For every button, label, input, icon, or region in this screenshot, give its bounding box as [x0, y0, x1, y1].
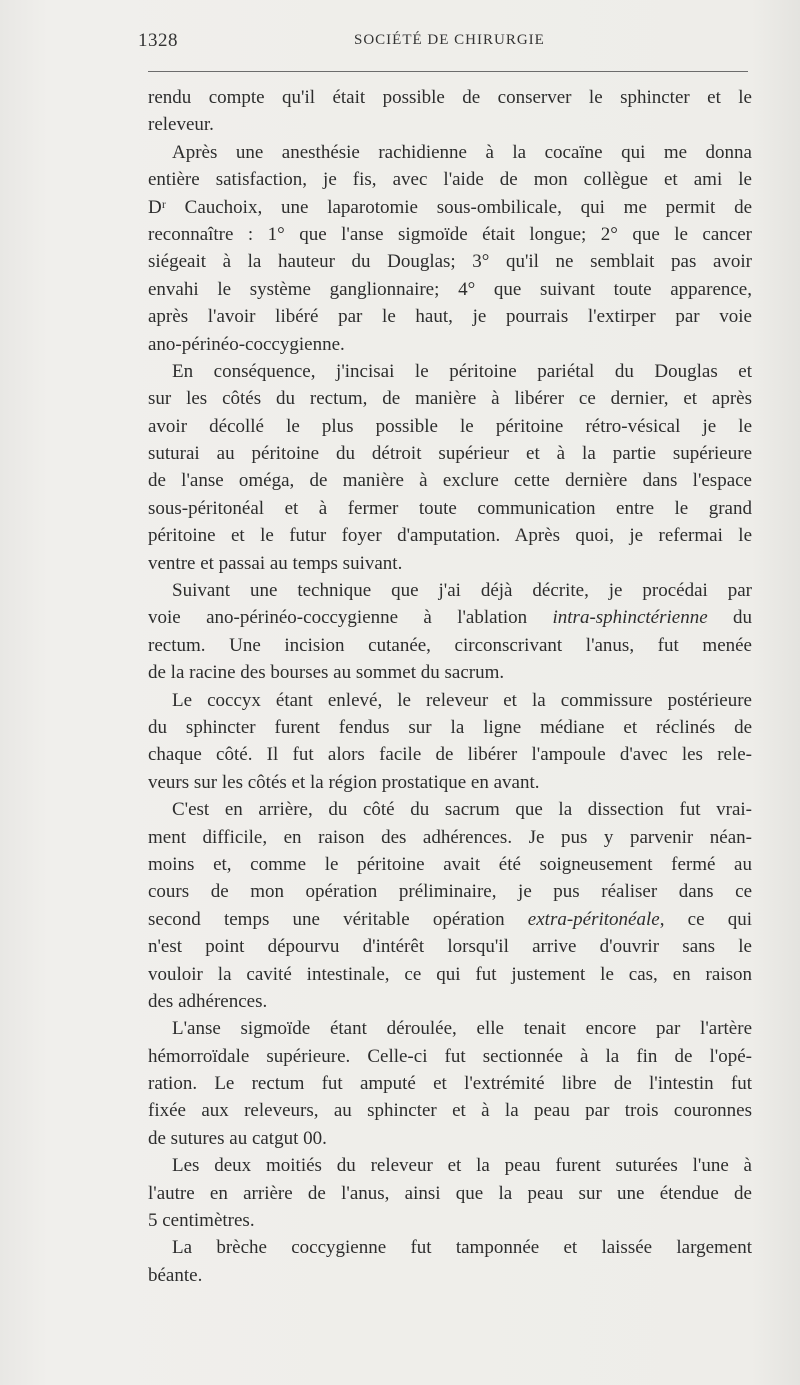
- text-line: ano-périnéo-coccygienne.: [148, 333, 345, 355]
- text-line: [148, 906, 752, 933]
- italic-text-run: extra-péritonéale: [527, 908, 660, 930]
- text-line: avoir décollé le plus possible le péritoine rétro-vésical je le: [148, 415, 752, 437]
- text-run: , ce qui: [659, 908, 752, 930]
- text-line: n'est point dépourvu d'intérêt lorsqu'il arrive d'ouvrir sans le: [148, 936, 752, 958]
- text-line: moins et, comme le péritoine avait été soigneusement fermé au: [148, 853, 752, 875]
- text-line: L'anse sigmoïde étant déroulée, elle tenait encore par l'artère: [172, 1018, 752, 1040]
- text-line: Après une anesthésie rachidienne à la cocaïne qui me donna: [172, 141, 752, 163]
- text-run: second temps une véritable opération: [148, 908, 528, 930]
- text-line: de la racine des bourses au sommet du sacrum.: [148, 662, 505, 684]
- text-line: vouloir la cavité intestinale, ce qui fut justement le cas, en raison: [148, 963, 752, 985]
- text-run: du: [707, 607, 752, 629]
- italic-text-run: intra-sphinctérienne: [552, 607, 708, 629]
- text-line: rectum. Une incision cutanée, circonscrivant l'anus, fut menée: [148, 634, 752, 656]
- text-line: sous-péritonéal et à fermer toute communication entre le grand: [148, 497, 752, 519]
- text-line: après l'avoir libéré par le haut, je pourrais l'extirper par voie: [148, 306, 752, 328]
- text-line: siégeait à la hauteur du Douglas; 3° qu'il ne semblait pas avoir: [148, 251, 752, 273]
- text-line: Le coccyx étant enlevé, le releveur et la commissure postérieure: [172, 689, 752, 711]
- running-title: SOCIÉTÉ DE CHIRURGIE: [354, 32, 545, 48]
- text-line: l'autre en arrière de l'anus, ainsi que la peau sur une étendue de: [148, 1182, 752, 1204]
- text-line: péritoine et le futur foyer d'amputation. Après quoi, je refermai le: [148, 525, 752, 547]
- page-number: 1328: [138, 30, 178, 51]
- text-line: ration. Le rectum fut amputé et l'extrémité libre de l'intestin fut: [148, 1073, 752, 1095]
- text-line: Dʳ Cauchoix, une laparotomie sous-ombilicale, qui me permit de: [148, 196, 752, 218]
- text-line: du sphincter furent fendus sur la ligne médiane et réclinés de: [148, 716, 752, 738]
- text-line: [148, 604, 752, 631]
- text-run: voie ano-périnéo-coccygienne à l'ablation: [148, 607, 553, 629]
- body-text: [148, 84, 752, 1289]
- text-line: béante.: [148, 1264, 203, 1286]
- text-line: 5 centimètres.: [148, 1210, 255, 1232]
- header-divider: [148, 71, 748, 72]
- text-line: cours de mon opération préliminaire, je pus réaliser dans ce: [148, 881, 752, 903]
- text-line: C'est en arrière, du côté du sacrum que la dissection fut vrai-: [172, 799, 752, 821]
- text-line: suturai au péritoine du détroit supérieur et à la partie supérieure: [148, 443, 752, 465]
- text-line: sur les côtés du rectum, de manière à libérer ce dernier, et après: [148, 388, 752, 410]
- text-line: En conséquence, j'incisai le péritoine pariétal du Douglas et: [172, 360, 752, 382]
- text-line: chaque côté. Il fut alors facile de libérer l'ampoule d'avec les rele-: [148, 744, 752, 766]
- text-line: reconnaître : 1° que l'anse sigmoïde était longue; 2° que le cancer: [148, 223, 752, 245]
- text-line: Les deux moitiés du releveur et la peau furent suturées l'une à: [172, 1155, 752, 1177]
- text-line: de l'anse oméga, de manière à exclure cette dernière dans l'espace: [148, 470, 752, 492]
- text-line: rendu compte qu'il était possible de conserver le sphincter et le: [148, 87, 752, 108]
- text-line: releveur.: [148, 114, 214, 136]
- text-line: entière satisfaction, je fis, avec l'aide de mon collègue et ami le: [148, 169, 752, 191]
- text-line: de sutures au catgut 00.: [148, 1127, 327, 1149]
- text-line: fixée aux releveurs, au sphincter et à la peau par trois couronnes: [148, 1100, 752, 1122]
- page-header: [138, 30, 758, 54]
- text-line: La brèche coccygienne fut tamponnée et laissée largement: [172, 1237, 752, 1259]
- text-line: des adhérences.: [148, 990, 268, 1012]
- text-line: veurs sur les côtés et la région prostatique en avant.: [148, 771, 540, 793]
- text-line: ment difficile, en raison des adhérences. Je pus y parvenir néan-: [148, 826, 752, 848]
- text-line: Suivant une technique que j'ai déjà décrite, je procédai par: [172, 580, 752, 602]
- text-line: ventre et passai au temps suivant.: [148, 552, 403, 574]
- text-line: hémorroïdale supérieure. Celle-ci fut sectionnée à la fin de l'opé-: [148, 1045, 752, 1067]
- text-line: envahi le système ganglionnaire; 4° que suivant toute apparence,: [148, 278, 752, 300]
